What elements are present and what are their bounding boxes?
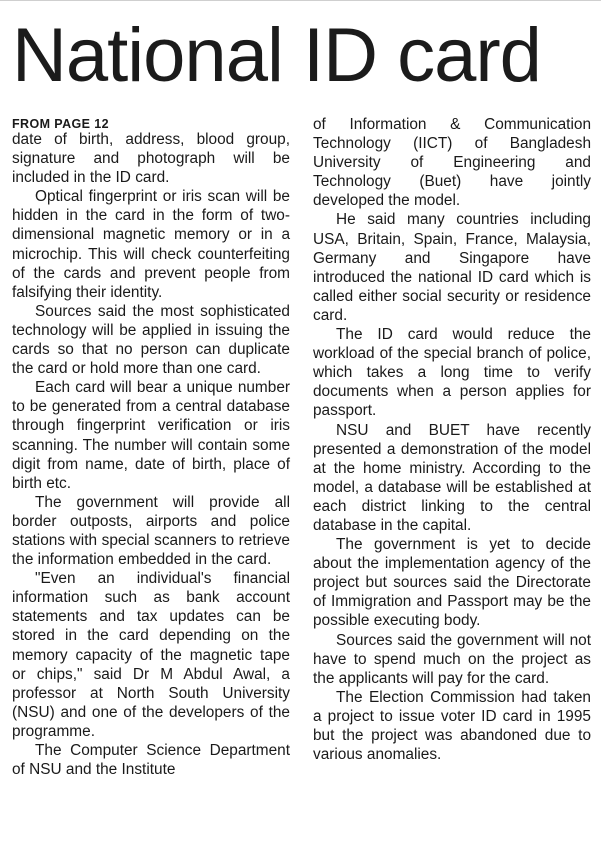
article-paragraph: He said many countries including USA, Britain, Spain, France, Malaysia, Germany and Singapore have introduced the national ID card which is called either social security or residence card.: [313, 211, 591, 324]
article-paragraph: Optical fingerprint or iris scan will be hidden in the card in the form of two-dimensional magnetic memory or in a microchip. This will check counterfeiting of the cards and prevent people from falsifying their identity.: [12, 188, 290, 301]
article-paragraph: of Information & Communication Technology (IICT) of Bangladesh University of Engineering and Technology (Buet) have jointly developed the model.: [313, 116, 591, 210]
article-column-left: [12, 115, 290, 779]
article-paragraph: The government will provide all border outposts, airports and police stations with special scanners to retrieve the information embedded in the card.: [12, 493, 290, 569]
article-paragraph: Sources said the government will not have to spend much on the project as the applicants will pay for the card.: [313, 631, 591, 687]
article-column-right: [313, 115, 591, 764]
article-paragraph: The ID card would reduce the workload of the special branch of police, which takes a long time to verify documents when a person applies for passport.: [313, 326, 591, 420]
article-paragraph: The government is yet to decide about the implementation agency of the project but sources said the Directorate of Immigration and Passport may be the possible executing body.: [313, 536, 591, 630]
article-paragraph: Each card will bear a unique number to be generated from a central database through fingerprint verification or iris scanning. The number will contain some digit from name, date of birth, place of birth etc.: [12, 379, 290, 492]
article-paragraph: The Election Commission had taken a project to issue voter ID card in 1995 but the project was abandoned due to various anomalies.: [313, 688, 591, 764]
article-paragraph: "Even an individual's financial information such as bank account statements and tax updates can be stored in the card depending on the memory capacity of the magnetic tape or chips," said Dr M Abdul Awal, a professor at North South University (NSU) and one of the developers of the programme.: [12, 570, 290, 740]
article-paragraph: The Computer Science Department of NSU and the Institute: [12, 742, 290, 779]
article-paragraph: NSU and BUET have recently presented a demonstration of the model at the home ministry. According to the model, a database will be established at each district linking to the central database in the capital.: [313, 421, 591, 534]
article-headline: National ID card: [12, 13, 541, 98]
article-paragraph: date of birth, address, blood group, signature and photograph will be included in the ID card.: [12, 131, 290, 187]
continued-from-label: FROM PAGE 12: [12, 117, 109, 131]
article-paragraph: Sources said the most sophisticated technology will be applied in issuing the cards so that no person can duplicate the card or hold more than one card.: [12, 302, 290, 378]
